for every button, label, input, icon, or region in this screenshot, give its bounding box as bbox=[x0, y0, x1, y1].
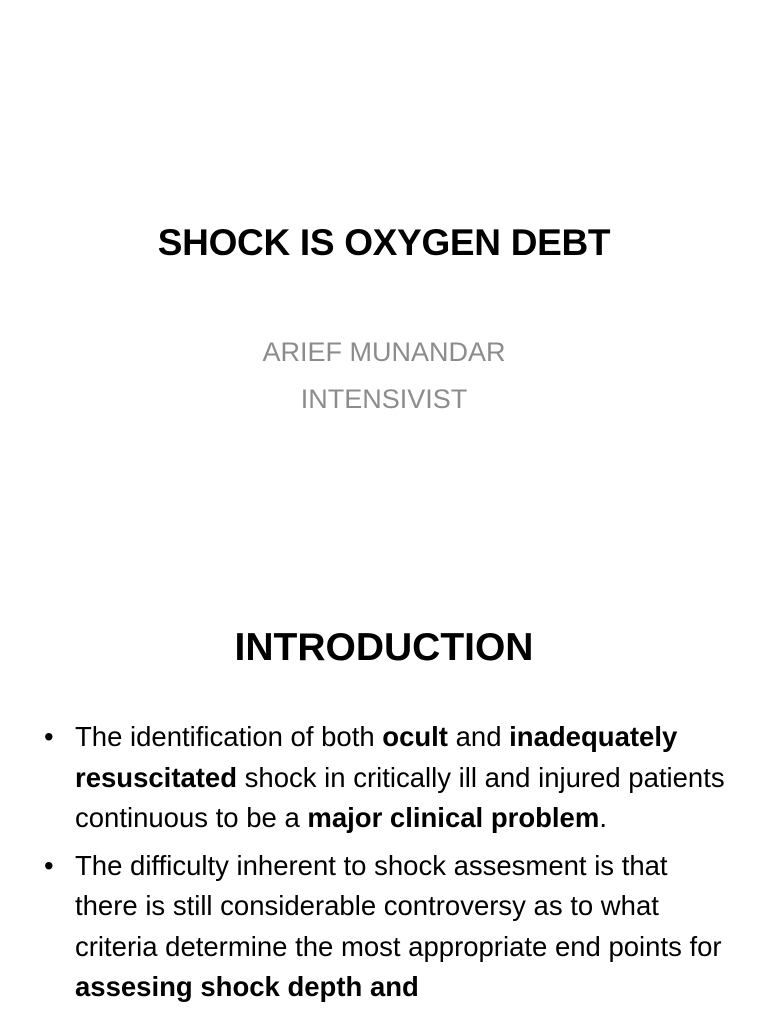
bullet-text: The difficulty inherent to shock assesment is that there is still considerable controversy as to what criteria determine the most appropriate end points for bbox=[75, 849, 722, 962]
bullet-text: shock in critically ill and injured patients continuous to be a bbox=[75, 761, 725, 833]
slide-title: SHOCK IS OXYGEN DEBT bbox=[157, 222, 611, 263]
bullet-icon: • bbox=[44, 849, 54, 881]
bullet-emphasis: major clinical problem bbox=[307, 802, 600, 833]
bullet-text: and bbox=[447, 721, 510, 752]
bullet-text: The identification of both bbox=[75, 721, 383, 752]
author-name: ARIEF MUNANDAR bbox=[262, 337, 506, 367]
bullet-item bbox=[44, 846, 734, 1008]
bullet-list bbox=[44, 717, 734, 1015]
author-role: INTENSIVIST bbox=[300, 384, 468, 414]
bullet-item bbox=[44, 717, 734, 839]
bullet-icon: • bbox=[44, 721, 54, 752]
bullet-emphasis: inadequately resuscitated bbox=[75, 721, 678, 793]
bullet-emphasis: assesing shock depth and bbox=[75, 971, 419, 1002]
bullet-emphasis: ocult bbox=[382, 721, 448, 752]
bullet-text: . bbox=[599, 802, 607, 833]
introduction-slide bbox=[0, 576, 768, 1024]
slide-title: INTRODUCTION bbox=[234, 626, 534, 669]
